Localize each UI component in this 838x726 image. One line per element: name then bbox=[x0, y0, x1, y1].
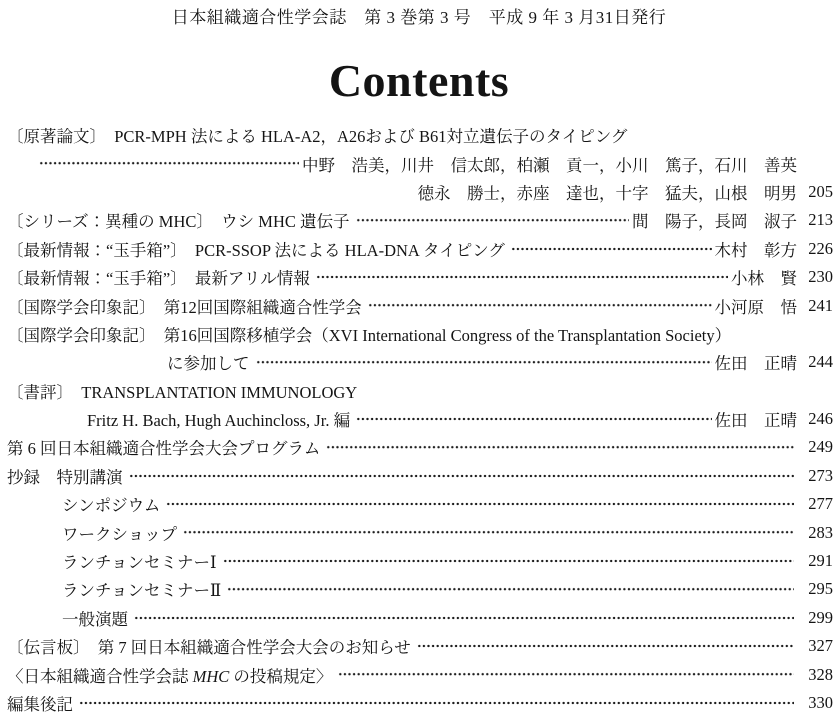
page-title: Contents bbox=[328, 55, 510, 106]
entry-title bbox=[167, 350, 250, 374]
entry-page-number: 295 bbox=[808, 579, 833, 599]
entry-title bbox=[62, 492, 160, 516]
entry-title bbox=[7, 464, 123, 488]
dot-leader bbox=[356, 206, 630, 234]
dot-leader bbox=[417, 632, 794, 660]
entry-authors: 小河原 悟 bbox=[714, 297, 797, 317]
dot-leader bbox=[338, 660, 794, 688]
entry-title bbox=[62, 577, 221, 601]
entry-title-segment: シンポジウム bbox=[62, 496, 161, 516]
entry-authors: 中野 浩美，川井 信太郎，柏瀬 貢一，小川 篤子，石川 善英 bbox=[302, 155, 797, 175]
entry-title bbox=[7, 663, 332, 687]
entry-title bbox=[7, 265, 310, 289]
entry-page-number: 241 bbox=[808, 295, 833, 315]
entry-title-segment: ワークショップ bbox=[62, 524, 178, 544]
entry-title-segment: ランチョンセミナーⅠ bbox=[62, 553, 217, 573]
entry-page-number: 328 bbox=[808, 664, 833, 684]
toc-row bbox=[7, 462, 833, 490]
dot-leader bbox=[129, 462, 795, 490]
toc-row bbox=[33, 149, 833, 177]
entry-title-segment: 〔最新情報：“玉手箱”〕 最新アリル情報 bbox=[7, 269, 310, 289]
entry-title-segment: に参加して bbox=[167, 354, 250, 374]
entry-title bbox=[7, 322, 731, 346]
entry-title bbox=[7, 237, 505, 261]
entry-title-segment: 〔国際学会印象記〕 第12回国際組織適合性学会 bbox=[7, 297, 362, 317]
toc-row bbox=[7, 291, 833, 319]
toc-row bbox=[7, 121, 833, 149]
dot-leader bbox=[227, 575, 794, 603]
dot-leader bbox=[256, 348, 712, 376]
toc-row bbox=[87, 405, 833, 433]
entry-title-segment: 〔シリーズ：異種の MHC〕 ウシ MHC 遺伝子 bbox=[7, 212, 350, 232]
dot-leader bbox=[511, 235, 712, 263]
entry-title-segment: の投稿規定〉 bbox=[229, 666, 333, 686]
entry-authors: 小林 賢 bbox=[731, 269, 797, 289]
toc-row bbox=[167, 348, 833, 376]
dot-leader bbox=[166, 490, 794, 518]
toc-row bbox=[7, 377, 833, 405]
toc-list bbox=[0, 121, 838, 717]
entry-title-segment: 〈日本組織適合性学会誌 bbox=[7, 666, 193, 686]
entry-title-segment: ランチョンセミナーⅡ bbox=[62, 581, 222, 601]
entry-title-segment: 編集後記 bbox=[7, 695, 73, 714]
entry-title bbox=[62, 549, 217, 573]
toc-row bbox=[7, 178, 833, 206]
entry-page-number: 213 bbox=[808, 210, 833, 230]
entry-page-number: 273 bbox=[808, 465, 833, 485]
entry-page-number: 330 bbox=[808, 693, 833, 712]
entry-page-number: 230 bbox=[808, 267, 833, 287]
entry-page-number: 249 bbox=[808, 437, 833, 457]
journal-header: 日本組織適合性学会誌 第 3 巻第 3 号 平成 9 年 3 月31日発行 bbox=[171, 8, 667, 27]
entry-title-segment: 一般演題 bbox=[62, 609, 128, 629]
entry-title-segment: 〔書評〕 TRANSPLANTATION IMMUNOLOGY bbox=[7, 382, 358, 402]
entry-title bbox=[7, 294, 362, 318]
entry-title-segment: 〔伝言板〕 第 7 回日本組織適合性学会大会のお知らせ bbox=[7, 638, 411, 658]
entry-title bbox=[7, 435, 320, 459]
entry-title-segment: 抄録 特別講演 bbox=[7, 467, 123, 487]
entry-title-segment: 〔最新情報：“玉手箱”〕 PCR-SSOP 法による HLA-DNA タイピング bbox=[7, 240, 505, 260]
toc-row bbox=[7, 689, 833, 717]
dot-leader bbox=[326, 433, 794, 461]
dot-leader bbox=[368, 291, 712, 319]
entry-title-italic-segment: MHC bbox=[192, 666, 230, 686]
toc-row bbox=[7, 433, 833, 461]
toc-row bbox=[7, 235, 833, 263]
toc-row bbox=[62, 575, 833, 603]
entry-title-segment: Fritz H. Bach, Hugh Auchincloss, Jr. 編 bbox=[87, 411, 351, 431]
dot-leader bbox=[316, 263, 728, 291]
entry-authors: 徳永 勝士，赤座 達也，十字 猛夫，山根 明男 bbox=[417, 183, 797, 203]
entry-page-number: 205 bbox=[808, 181, 833, 201]
entry-title bbox=[62, 521, 177, 545]
entry-authors: 佐田 正晴 bbox=[714, 354, 797, 374]
entry-page-number: 244 bbox=[808, 352, 833, 372]
toc-row bbox=[7, 632, 833, 660]
dot-leader bbox=[356, 405, 711, 433]
dot-leader bbox=[183, 518, 794, 546]
entry-title bbox=[87, 407, 350, 431]
entry-title bbox=[7, 691, 73, 715]
entry-title bbox=[7, 208, 350, 232]
entry-authors: 木村 彰方 bbox=[714, 240, 797, 260]
entry-title-segment: 第 6 回日本組織適合性学会大会プログラム bbox=[7, 439, 321, 459]
entry-page-number: 226 bbox=[808, 238, 833, 258]
entry-title-segment: 〔国際学会印象記〕 第16回国際移植学会（XVI International Congress of the Transplantation Society） bbox=[7, 325, 732, 345]
entry-authors: 佐田 正晴 bbox=[714, 411, 797, 431]
toc-row bbox=[62, 490, 833, 518]
toc-row bbox=[7, 660, 833, 688]
entry-page-number: 291 bbox=[808, 551, 833, 571]
toc-row bbox=[7, 320, 833, 348]
dot-leader bbox=[134, 604, 794, 632]
dot-leader bbox=[223, 547, 794, 575]
toc-row bbox=[62, 518, 833, 546]
entry-authors: 間 陽子，長岡 淑子 bbox=[632, 212, 797, 232]
dot-leader bbox=[39, 149, 299, 177]
entry-page-number: 277 bbox=[808, 494, 833, 514]
toc-row bbox=[7, 263, 833, 291]
toc-row bbox=[62, 547, 833, 575]
entry-title bbox=[7, 634, 411, 658]
toc-row bbox=[62, 604, 833, 632]
entry-page-number: 283 bbox=[808, 522, 833, 542]
entry-title bbox=[7, 379, 357, 403]
dot-leader bbox=[79, 689, 794, 717]
entry-page-number: 299 bbox=[808, 607, 833, 627]
entry-title-segment: 〔原著論文〕 PCR-MPH 法による HLA-A2，A26および B61対立遺伝子のタイピング bbox=[7, 127, 628, 147]
entry-title bbox=[7, 123, 627, 147]
entry-title bbox=[62, 606, 128, 630]
entry-page-number: 246 bbox=[808, 409, 833, 429]
toc-row bbox=[7, 206, 833, 234]
spacer bbox=[13, 178, 415, 206]
entry-page-number: 327 bbox=[808, 636, 833, 656]
